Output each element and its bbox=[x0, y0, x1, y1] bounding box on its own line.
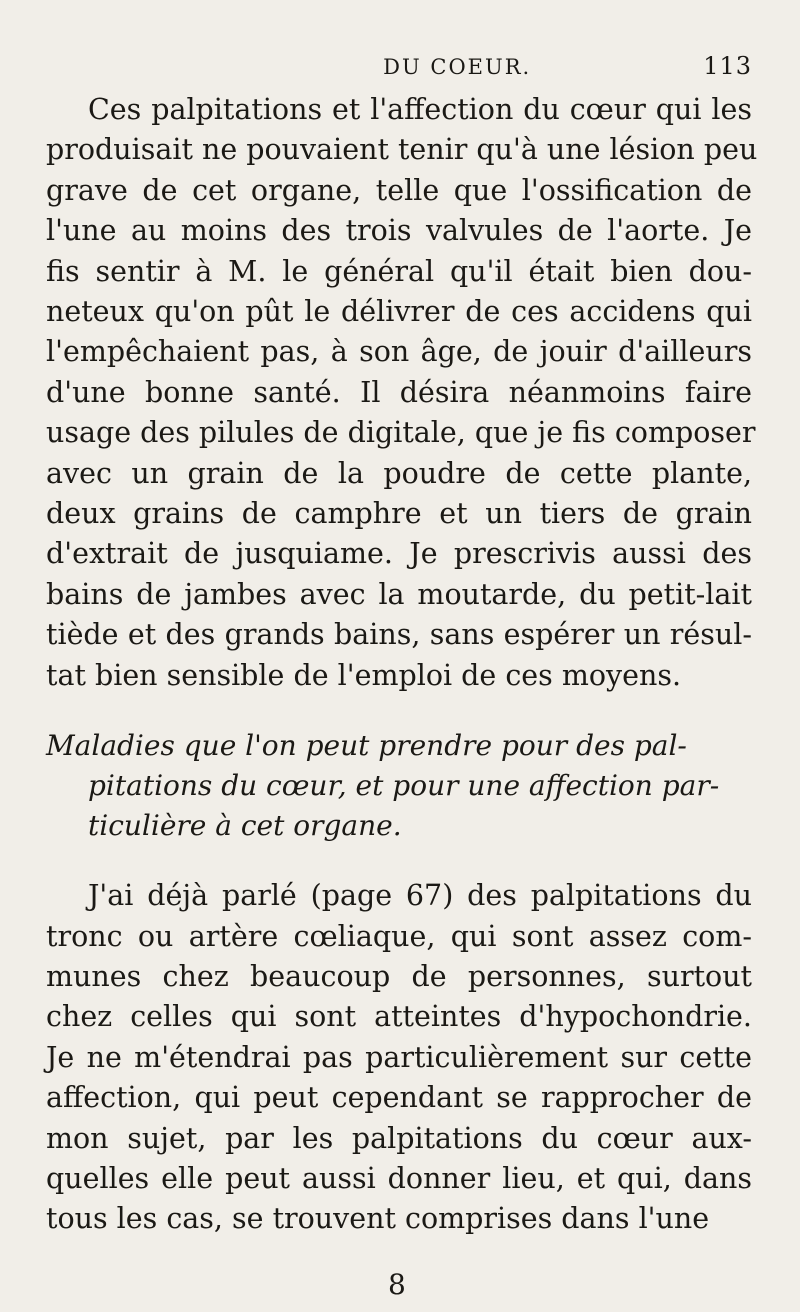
running-head bbox=[46, 52, 752, 90]
heading-line: ticulière à cet organe. bbox=[88, 809, 402, 843]
text-line: fis sentir à M. le général qu'il était bien dou- bbox=[46, 254, 752, 288]
text-line: grave de cet organe, telle que l'ossification de bbox=[46, 173, 752, 207]
text-line: produisait ne pouvaient tenir qu'à une lésion peu bbox=[46, 133, 758, 167]
text-line: munes chez beaucoup de personnes, surtout bbox=[46, 959, 752, 993]
text-line: Ces palpitations et l'affection du cœur qui les bbox=[88, 93, 752, 126]
text-line: d'une bonne santé. Il désira néanmoins faire bbox=[46, 375, 752, 409]
text-line: tiède et des grands bains, sans espérer un résul- bbox=[46, 618, 752, 652]
text-line: affection, qui peut cependant se rapprocher de bbox=[46, 1081, 752, 1115]
text-line: chez celles qui sont atteintes d'hypochondrie. bbox=[46, 1000, 752, 1034]
text-line: l'empêchaient pas, à son âge, de jouir d'ailleurs bbox=[46, 335, 752, 369]
text-line: tronc ou artère cœliaque, qui sont assez com- bbox=[46, 919, 752, 953]
text-line: avec un grain de la poudre de cette plante, bbox=[46, 456, 752, 490]
text-line: mon sujet, par les palpitations du cœur aux- bbox=[46, 1121, 752, 1155]
text-line: d'extrait de jusquiame. Je prescrivis aussi des bbox=[46, 537, 752, 571]
heading-line: Maladies que l'on peut prendre pour des pal- bbox=[46, 729, 687, 763]
heading-line: pitations du cœur, et pour une affection par- bbox=[88, 769, 720, 803]
page-number: 113 bbox=[703, 52, 752, 80]
text-line: quelles elle peut aussi donner lieu, et qui, dans bbox=[46, 1161, 752, 1195]
paragraph-2 bbox=[46, 876, 752, 1240]
text-line: tous les cas, se trouvent comprises dans l'une bbox=[46, 1202, 710, 1236]
signature-mark: 8 bbox=[388, 1268, 406, 1301]
text-line: neteux qu'on pût le délivrer de ces accidens qui bbox=[46, 295, 752, 329]
running-title: DU COEUR. bbox=[383, 55, 532, 79]
text-line: usage des pilules de digitale, que je fis composer bbox=[46, 416, 756, 450]
text-line: tat bien sensible de l'emploi de ces moyens. bbox=[46, 658, 682, 692]
text-line: Je ne m'étendrai pas particulièrement sur cette bbox=[46, 1040, 752, 1074]
text-line: l'une au moins des trois valvules de l'aorte. Je bbox=[46, 214, 752, 248]
section-heading bbox=[46, 726, 752, 846]
paragraph-1 bbox=[46, 90, 758, 696]
text-line: J'ai déjà parlé (page 67) des palpitations du bbox=[88, 879, 752, 913]
text-line: bains de jambes avec la moutarde, du petit-lait bbox=[46, 577, 752, 611]
text-line: deux grains de camphre et un tiers de grain bbox=[46, 497, 752, 531]
